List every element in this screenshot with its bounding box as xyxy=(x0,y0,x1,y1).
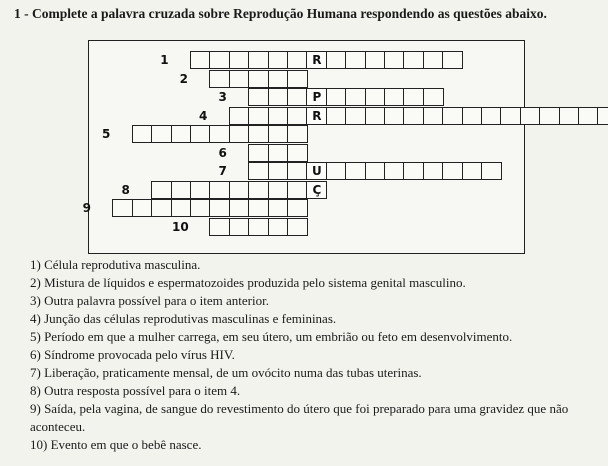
answer-cell[interactable] xyxy=(442,51,463,69)
answer-cell[interactable] xyxy=(229,70,250,88)
answer-cell[interactable] xyxy=(248,181,269,199)
answer-cell[interactable] xyxy=(229,218,250,236)
answer-cell[interactable] xyxy=(539,107,560,125)
answer-cell[interactable] xyxy=(190,125,211,143)
clue-number: 8 xyxy=(121,182,130,197)
answer-cell[interactable] xyxy=(365,162,386,180)
answer-cell[interactable] xyxy=(597,107,608,125)
clue-number: 1 xyxy=(160,53,169,67)
answer-cell[interactable] xyxy=(248,162,269,180)
crossword-grid xyxy=(82,40,525,254)
answer-cell[interactable] xyxy=(268,218,289,236)
exercise-title: 1 - Complete a palavra cruzada sobre Reprodução Humana respondendo as questões abaixo. xyxy=(14,6,547,21)
answer-cell[interactable] xyxy=(190,199,211,217)
answer-cell[interactable] xyxy=(442,162,463,180)
answer-cell[interactable] xyxy=(326,107,347,125)
answer-cell[interactable] xyxy=(248,218,269,236)
clue-number: 2 xyxy=(179,71,188,86)
clue-item: 7) Liberação, praticamente mensal, de um ovócito numa das tubas uterinas. xyxy=(30,365,422,380)
answer-cell[interactable] xyxy=(248,107,269,125)
answer-cell[interactable] xyxy=(384,162,405,180)
key-letter-cell[interactable]: R xyxy=(306,51,327,69)
answer-cell[interactable] xyxy=(423,88,444,106)
answer-cell[interactable] xyxy=(403,107,424,125)
answer-cell[interactable] xyxy=(268,162,289,180)
answer-cell[interactable] xyxy=(345,51,366,69)
clue-item: 4) Junção das células reprodutivas masculinas e femininas. xyxy=(30,311,337,326)
answer-cell[interactable] xyxy=(403,51,424,69)
answer-cell[interactable] xyxy=(229,181,250,199)
answer-cell[interactable] xyxy=(462,107,483,125)
answer-cell[interactable] xyxy=(403,162,424,180)
clue-item: 3) Outra palavra possível para o item anterior. xyxy=(30,293,269,308)
clue-number: 6 xyxy=(218,145,227,160)
answer-cell[interactable] xyxy=(326,162,347,180)
answer-cell[interactable] xyxy=(248,88,269,106)
answer-cell[interactable] xyxy=(287,88,308,106)
answer-cell[interactable] xyxy=(171,199,192,217)
clue-item: 10) Evento em que o bebê nasce. xyxy=(30,437,202,452)
answer-cell[interactable] xyxy=(287,125,308,143)
clue-list xyxy=(12,256,604,454)
answer-cell[interactable] xyxy=(268,125,289,143)
answer-cell[interactable] xyxy=(268,144,289,162)
answer-cell[interactable] xyxy=(268,51,289,69)
clue-item: 8) Outra resposta possível para o item 4. xyxy=(30,383,241,398)
answer-cell[interactable] xyxy=(462,162,483,180)
answer-cell[interactable] xyxy=(423,107,444,125)
key-letter-cell[interactable]: U xyxy=(306,162,327,180)
clue-number: 4 xyxy=(199,108,208,123)
answer-cell[interactable] xyxy=(365,88,386,106)
answer-cell[interactable] xyxy=(248,70,269,88)
answer-cell[interactable] xyxy=(248,51,269,69)
answer-cell[interactable] xyxy=(229,125,250,143)
answer-cell[interactable] xyxy=(287,144,308,162)
clue-number: 10 xyxy=(172,219,189,234)
answer-cell[interactable] xyxy=(365,107,386,125)
answer-cell[interactable] xyxy=(209,125,230,143)
clue-item: 1) Célula reprodutiva masculina. xyxy=(30,257,201,272)
answer-cell[interactable] xyxy=(442,107,463,125)
answer-cell[interactable] xyxy=(248,199,269,217)
answer-cell[interactable] xyxy=(500,107,521,125)
answer-cell[interactable] xyxy=(578,107,599,125)
answer-cell[interactable] xyxy=(287,107,308,125)
clue-item: 6) Síndrome provocada pelo vírus HIV. xyxy=(30,347,235,362)
answer-cell[interactable] xyxy=(151,199,172,217)
answer-cell[interactable] xyxy=(423,51,444,69)
answer-cell[interactable] xyxy=(345,162,366,180)
answer-cell[interactable] xyxy=(287,51,308,69)
clue-number: 3 xyxy=(218,90,227,104)
answer-cell[interactable] xyxy=(481,107,502,125)
clue-number: 9 xyxy=(82,201,91,215)
answer-cell[interactable] xyxy=(209,218,230,236)
answer-cell[interactable] xyxy=(365,51,386,69)
answer-cell[interactable] xyxy=(268,199,289,217)
answer-cell[interactable] xyxy=(151,181,172,199)
answer-cell[interactable] xyxy=(229,51,250,69)
key-letter-cell[interactable]: P xyxy=(306,88,327,106)
answer-cell[interactable] xyxy=(384,107,405,125)
clue-item: 9) Saída, pela vagina, de sangue do revestimento do útero que foi preparado para uma gravidez que não aconteceu. xyxy=(30,401,569,434)
answer-cell[interactable] xyxy=(287,70,308,88)
answer-cell[interactable] xyxy=(190,181,211,199)
answer-cell[interactable] xyxy=(132,199,153,217)
answer-cell[interactable] xyxy=(171,181,192,199)
answer-cell[interactable] xyxy=(209,199,230,217)
answer-cell[interactable] xyxy=(287,218,308,236)
answer-cell[interactable] xyxy=(559,107,580,125)
answer-cell[interactable] xyxy=(268,70,289,88)
answer-cell[interactable] xyxy=(384,88,405,106)
clue-item: 2) Mistura de líquidos e espermatozoides produzida pelo sistema genital masculino. xyxy=(30,275,466,290)
answer-cell[interactable] xyxy=(345,88,366,106)
key-letter-cell[interactable]: Ç xyxy=(306,181,327,199)
answer-cell[interactable] xyxy=(229,199,250,217)
answer-cell[interactable] xyxy=(151,125,172,143)
clue-number: 7 xyxy=(218,164,227,178)
clue-item: 5) Período em que a mulher carrega, em seu útero, um embrião ou feto em desenvolvimento. xyxy=(30,329,513,344)
answer-cell[interactable] xyxy=(190,51,211,69)
answer-cell[interactable] xyxy=(520,107,541,125)
answer-cell[interactable] xyxy=(209,70,230,88)
answer-cell[interactable] xyxy=(287,181,308,199)
answer-cell[interactable] xyxy=(423,162,444,180)
answer-cell[interactable] xyxy=(287,199,308,217)
answer-cell[interactable] xyxy=(209,51,230,69)
answer-cell[interactable] xyxy=(248,125,269,143)
answer-cell[interactable] xyxy=(132,125,153,143)
answer-cell[interactable] xyxy=(209,181,230,199)
answer-cell[interactable] xyxy=(326,88,347,106)
answer-cell[interactable] xyxy=(248,144,269,162)
answer-cell[interactable] xyxy=(268,88,289,106)
answer-cell[interactable] xyxy=(287,162,308,180)
clue-number: 5 xyxy=(102,127,111,141)
answer-cell[interactable] xyxy=(171,125,192,143)
answer-cell[interactable] xyxy=(268,181,289,199)
answer-cell[interactable] xyxy=(481,162,502,180)
key-letter-cell[interactable]: R xyxy=(306,107,327,125)
answer-cell[interactable] xyxy=(345,107,366,125)
answer-cell[interactable] xyxy=(384,51,405,69)
answer-cell[interactable] xyxy=(403,88,424,106)
answer-cell[interactable] xyxy=(229,107,250,125)
answer-cell[interactable] xyxy=(112,199,133,217)
answer-cell[interactable] xyxy=(268,107,289,125)
answer-cell[interactable] xyxy=(326,51,347,69)
